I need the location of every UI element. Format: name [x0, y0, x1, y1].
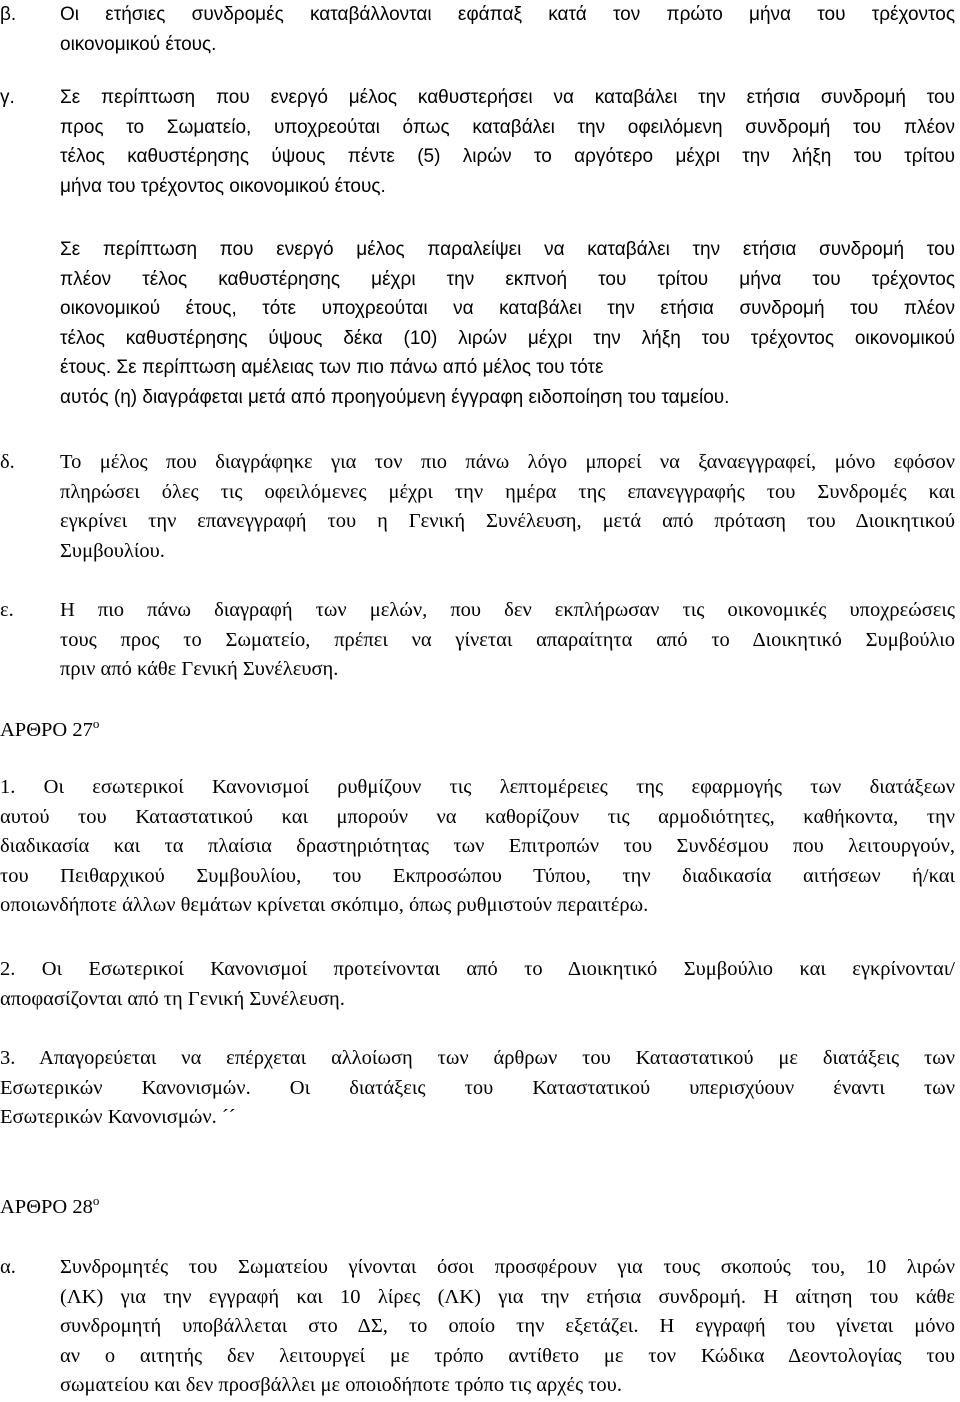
text-line: Η πιο πάνω διαγραφή των μελών, που δεν εκπλήρωσαν τις οικονομικές υποχρεώσεις [60, 599, 955, 621]
text-line: αυτού του Καταστατικού και μπορούν να καθορίζουν τις αρμοδιότητες, καθήκοντα, την [0, 805, 955, 828]
article-heading-28 [0, 1193, 99, 1223]
text-line: αν ο αιτητής δεν λειτουργεί με τρόπο αντίθετο με τον Κώδικα Δεοντολογίας του [60, 1344, 955, 1367]
text-line: Σε περίπτωση που ενεργό μέλος παραλείψει να καταβάλει την ετήσια συνδρομή του [60, 239, 955, 260]
article-27-paragraph-1 [0, 773, 955, 921]
item-marker-epsilon: ε. [0, 599, 14, 621]
text-line: Συνδρομητές του Σωματείου γίνονται όσοι προσφέρουν για τους σκοπούς του, 10 λιρών [60, 1256, 955, 1278]
text-line: Εσωτερικών Κανονισμών. Οι διατάξεις του Καταστατικού υπερισχύουν έναντι των [0, 1076, 955, 1099]
text-line: προς το Σωματείο, υποχρεούται όπως καταβάλει την οφειλόμενη συνδρομή του πλέον [60, 116, 955, 138]
heading-text: ΑΡΘΡΟ 28 [0, 1196, 93, 1218]
text-line: Οι ετήσιες συνδρομές καταβάλλονται εφάπαξ κατά τον πρώτο μήνα του τρέχοντος [60, 4, 955, 25]
item-marker-delta: δ. [0, 451, 15, 473]
text-line: Το μέλος που διαγράφηκε για τον πιο πάνω λόγο μπορεί να ξαναεγγραφεί, μόνο εφόσον [60, 451, 955, 473]
text-line: αυτός (η) διαγράφεται μετά από προηγούμενη έγγραφη ειδοποίηση του ταμείου. [60, 386, 730, 408]
paragraph-delta [60, 448, 955, 566]
article-27-paragraph-2 [0, 955, 955, 1014]
text-line: του Πειθαρχικού Συμβουλίου, του Εκπροσώπου Τύπου, την διαδικασία αιτήσεων ή/και [0, 864, 955, 887]
text-line: 1. Οι εσωτερικοί Κανονισμοί ρυθμίζουν τις λεπτομέρειες της εφαρμογής των διατάξεων [0, 776, 955, 798]
article-heading-27 [0, 716, 99, 746]
text-line: έτους. Σε περίπτωση αμέλειας των πιο πάνω από μέλος του τότε [60, 357, 604, 378]
text-line: 3. Απαγορεύεται να επέρχεται αλλοίωση των άρθρων του Καταστατικού με διατάξεις των [0, 1047, 955, 1069]
text-line: (ΛΚ) για την εγγραφή και 10 λίρες (ΛΚ) για την ετήσια συνδρομή. Η αίτηση του κάθε [60, 1285, 955, 1308]
text-line: αποφασίζονται από τη Γενική Συνέλευση. [0, 987, 345, 1010]
text-line: πλέον τέλος καθυστέρησης μέχρι την εκπνοή του τρίτου μήνα του τρέχοντος [60, 268, 955, 290]
text-line: Σε περίπτωση που ενεργό μέλος καθυστερήσει να καταβάλει την ετήσια συνδρομή του [60, 87, 955, 108]
text-line: μήνα του τρέχοντος οικονομικού έτους. [60, 175, 386, 197]
text-line: πληρώσει όλες τις οφειλόμενες μέχρι την ημέρα της επανεγγραφής του Συνδρομές και [60, 480, 955, 503]
article-27-paragraph-3 [0, 1044, 955, 1133]
text-line: τέλος καθυστέρησης ύψους δέκα (10) λιρών μέχρι την λήξη του τρέχοντος οικονομικού [60, 327, 955, 349]
paragraph-gamma-1 [60, 83, 955, 201]
paragraph-beta [60, 0, 955, 59]
text-line: διαδικασία και τα πλαίσια δραστηριότητας των Επιτροπών του Συνδέσμου που λειτουργούν, [0, 835, 955, 857]
item-marker-beta: β. [0, 4, 17, 25]
text-line: οικονομικού έτους. [60, 33, 217, 55]
text-line: οικονομικού έτους, τότε υποχρεούται να καταβάλει την ετήσια συνδρομή του πλέον [60, 298, 955, 319]
paragraph-alpha [60, 1253, 955, 1401]
text-line: συνδρομητή υποβάλλεται στο ΔΣ, το οποίο την εξετάζει. Η εγγραφή του γίνεται μόνο [60, 1315, 955, 1337]
paragraph-epsilon [60, 596, 955, 685]
paragraph-gamma-2 [60, 235, 955, 412]
text-line: Εσωτερικών Κανονισμών. ´´ [0, 1106, 236, 1128]
item-marker-gamma: γ. [0, 87, 15, 108]
text-line: Συμβουλίου. [60, 539, 165, 562]
text-line: οποιωνδήποτε άλλων θεμάτων κρίνεται σκόπιμο, όπως ρυθμιστούν περαιτέρω. [0, 894, 649, 916]
text-line: τέλος καθυστέρησης ύψους πέντε (5) λιρών το αργότερο μέχρι την λήξη του τρίτου [60, 146, 955, 167]
heading-superscript: ο [92, 716, 100, 731]
text-line: σωματείου και δεν προσβάλλει με οποιοδήποτε τρόπο τις αρχές του. [60, 1374, 622, 1396]
text-line: εγκρίνει την επανεγγραφή του η Γενική Συνέλευση, μετά από πρόταση του Διοικητικού [60, 510, 955, 532]
text-line: τους προς το Σωματείο, πρέπει να γίνεται απαραίτητα από το Διοικητικό Συμβούλιο [60, 628, 955, 651]
text-line: πριν από κάθε Γενική Συνέλευση. [60, 658, 339, 680]
text-line: 2. Οι Εσωτερικοί Κανονισμοί προτείνονται από το Διοικητικό Συμβούλιο και εγκρίνονται/ [0, 958, 955, 980]
heading-superscript: ο [92, 1193, 100, 1208]
heading-text: ΑΡΘΡΟ 27 [0, 719, 93, 741]
item-marker-alpha: α. [0, 1256, 16, 1278]
